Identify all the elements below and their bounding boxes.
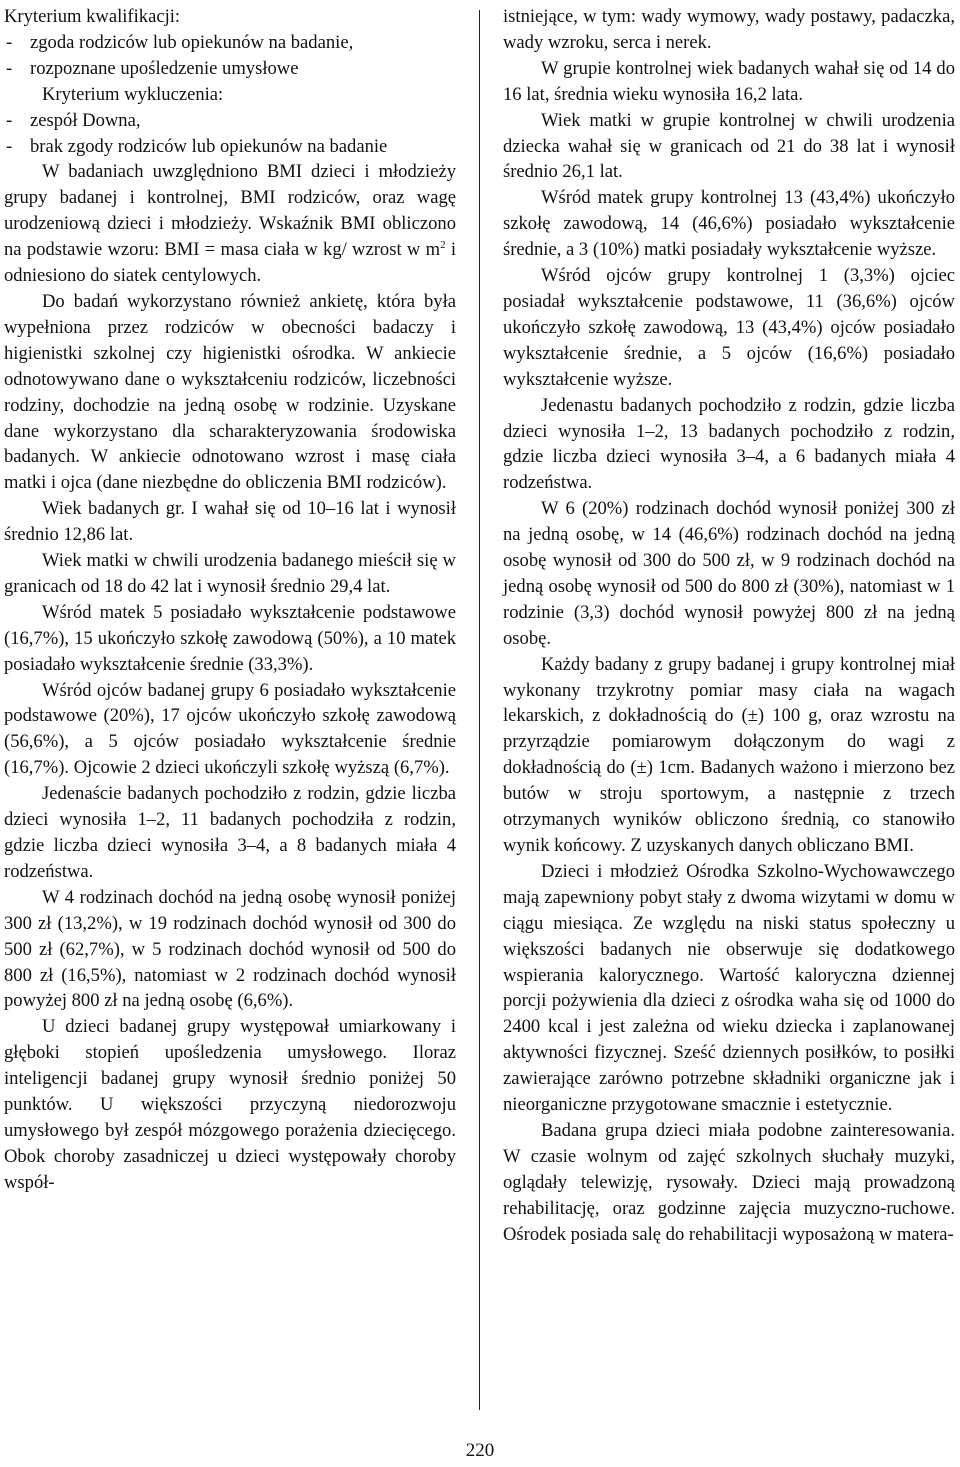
right-column	[503, 4, 955, 1248]
exclusion-heading: Kryterium wykluczenia:	[42, 83, 224, 105]
continuation-text: istniejące, w tym: wady wymowy, wady postawy, padaczka, wady wzroku, serca i nerek.	[503, 6, 955, 53]
list-item: - brak zgody rodziców lub opiekunów na badanie	[4, 134, 456, 160]
paragraph: Jedenaście badanych pochodziło z rodzin, gdzie liczba dzieci wynosiła 1–2, 11 badanych pochodziła z rodzin, gdzie liczba dzieci wynosiła 3–4, a 8 badanych miała 4 rodzeństwa.	[4, 783, 456, 882]
paragraph: W 4 rodzinach dochód na jedną osobę wynosił poniżej 300 zł (13,2%), w 19 rodzinach dochód wynosił od 300 do 500 zł (62,7%), w 5 rodzinach dochód wynosił od 500 do 800 zł (16,5%), natomiast w 2 rodzinach dochód wynosił powyżej 800 zł na jedną osobę (6,6%).	[4, 886, 456, 1012]
paragraph: Wśród matek grupy kontrolnej 13 (43,4%) ukończyło szkołę zawodową, 14 (46,6%) posiadało wykształcenie średnie, a 3 (10%) matki posiadały wykształcenie wyższe.	[503, 187, 955, 261]
list-item: - zgoda rodziców lub opiekunów na badanie,	[4, 30, 456, 56]
inclusion-heading: Kryterium kwalifikacji:	[4, 6, 181, 27]
bmi-tail: i odniesiono do siatek centylowych.	[4, 239, 456, 287]
paragraph: Wiek matki w grupie kontrolnej w chwili urodzenia dziecka wahał się w granicach od 21 do 38 lat i wynosił średnio 26,1 lat.	[503, 109, 955, 183]
bmi-text: W badaniach uwzględniono BMI dzieci i młodzieży grupy badanej i kontrolnej, BMI rodziców, oraz wagę urodzeniową dzieci i młodzieży. Wskaźnik BMI obliczono na podstawie wzoru: BMI = masa ciała w kg/ wzrost w m	[4, 161, 456, 261]
paragraph: W 6 (20%) rodzinach dochód wynosił poniżej 300 zł na jedną osobę, w 14 (46,6%) rodzinach dochód na jedną osobę wynosił od 300 do 500 zł, w 9 rodzinach dochód na jedną osobę wynosił od 500 do 800 zł (30%), natomiast w 1 rodzinie (3,3) dochód wynosił powyżej 800 zł na jedną osobę.	[503, 498, 955, 649]
inclusion-list	[4, 30, 456, 82]
paragraph: Jedenastu badanych pochodziło z rodzin, gdzie liczba dzieci wynosiła 1–2, 13 badanych pochodziło z rodzin, gdzie liczba dzieci wynosiła 3–4, a 6 badanych miała 4 rodzeństwa.	[503, 394, 955, 494]
page-number: 220	[465, 1440, 495, 1461]
paragraph: Każdy badany z grupy badanej i grupy kontrolnej miał wykonany trzykrotny pomiar masy ciała na wagach lekarskich, z dokładnością do (±) 100 g, oraz wzrostu na przyrządzie pomiarowym dołączonym do wagi z dokładnością do (±) 1cm. Badanych ważono i mierzono bez butów w stroju sportowym, a następnie z trzech otrzymanych wyników obliczono średnią, co stanowiło wynik końcowy. Z uzyskanych danych obliczano BMI.	[503, 653, 955, 856]
left-column	[4, 4, 456, 1196]
bmi-superscript: 2	[440, 239, 446, 252]
bmi-paragraph	[4, 159, 456, 289]
paragraph: Wiek badanych gr. I wahał się od 10–16 lat i wynosił średnio 12,86 lat.	[4, 498, 456, 546]
paragraph: Wśród ojców badanej grupy 6 posiadało wykształcenie podstawowe (20%), 17 ojców ukończyło szkołę zawodową (56,6%), a 5 ojców posiadało wykształcenie średnie (16,7%). Ojcowie 2 dzieci ukończyli szkołę wyższą (6,7%).	[4, 679, 456, 779]
paragraph: Badana grupa dzieci miała podobne zainteresowania. W czasie wolnym od zajęć szkolnych słuchały muzyki, oglądały telewizję, rysowały. Dzieci mają prowadzoną rehabilitację, oraz godzinne zajęcia muzyczno-ruchowe. Ośrodek posiada salę do rehabilitacji wyposażoną w matera-	[503, 1119, 955, 1245]
paragraph: Do badań wykorzystano również ankietę, która była wypełniona przez rodziców w obecności badaczy i higienistki szkolnej czy higienistki ośrodka. W ankiecie odnotowywano dane o wykształceniu rodziców, liczebności rodziny, dochodzie na jedną osobę w rodzinie. Uzyskane dane wykorzystano dla scharakteryzowania środowiska badanych. W ankiecie odnotowano wzrost i masę ciała matki i ojca (dane niezbędne do obliczenia BMI rodziców).	[4, 290, 456, 494]
paragraph: Dzieci i młodzież Ośrodka Szkolno-Wychowawczego mają zapewniony pobyt stały z dwoma wizytami w domu w ciągu miesiąca. Ze względu na niski status społeczny u większości badanych nie obserwuje się dodatkowego wspierania kalorycznego. Wartość kaloryczna dziennej porcji pożywienia dla dzieci z ośrodka waha się od 1000 do 2400 kcal i jest zależna od wieku dziecka i zaplanowanej aktywności fizycznej. Sześć dziennych posiłków, to posiłki zawierające zarówno potrzebne składniki organiczne jak i nieorganiczne przygotowane smacznie i estetycznie.	[503, 860, 955, 1116]
exclusion-list	[4, 108, 456, 160]
list-item: - rozpoznane upośledzenie umysłowe	[4, 56, 456, 82]
paragraph: Wśród matek 5 posiadało wykształcenie podstawowe (16,7%), 15 ukończyło szkołę zawodową (50%), a 10 matek posiadało wykształcenie średnie (33,3%).	[4, 601, 456, 675]
paragraph: U dzieci badanej grupy występował umiarkowany i głęboki stopień upośledzenia umysłowego. Iloraz inteligencji badanej grupy wynosił średnio poniżej 50 punktów. U większości przyczyną niedorozwoju umysłowego był zespół mózgowego porażenia dziecięcego. Obok choroby zasadniczej u dzieci występowały choroby współ-	[4, 1016, 456, 1193]
paragraph: W grupie kontrolnej wiek badanych wahał się od 14 do 16 lat, średnia wieku wynosiła 16,2 lata.	[503, 57, 955, 105]
paragraph: Wśród ojców grupy kontrolnej 1 (3,3%) ojciec posiadał wykształcenie podstawowe, 11 (36,6%) ojców ukończyło szkołę zawodową, 13 (43,4%) ojców posiadało wykształcenie średnie, a 5 ojców (16,6%) posiadało wykształcenie wyższe.	[503, 265, 955, 390]
paragraph: Wiek matki w chwili urodzenia badanego mieścił się w granicach od 18 do 42 lat i wynosił średnio 29,4 lat.	[4, 550, 456, 597]
list-item: - zespół Downa,	[4, 108, 456, 134]
column-divider	[479, 10, 480, 1410]
